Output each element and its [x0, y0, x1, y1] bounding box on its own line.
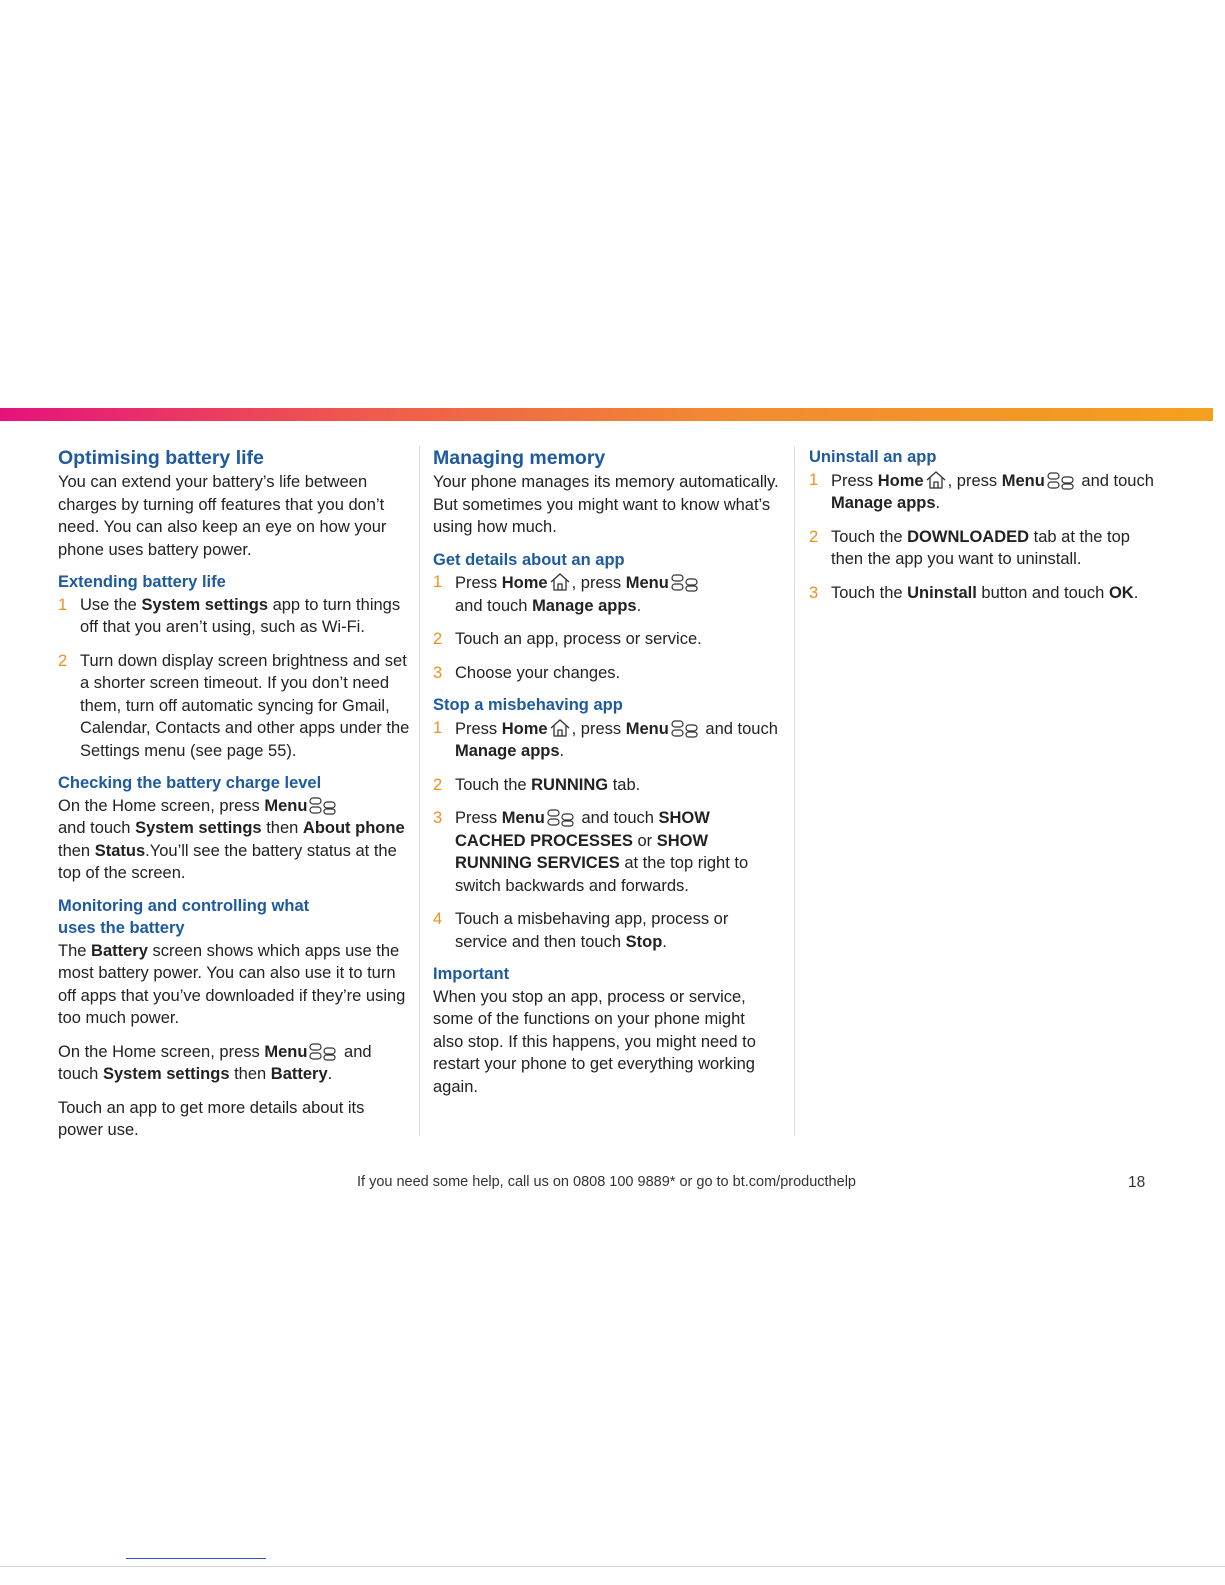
column-divider [794, 446, 795, 1136]
column-divider [419, 446, 420, 1136]
home-icon [549, 717, 571, 739]
list-item: 1 Press Home , press Menu and touch Manage apps. [809, 470, 1154, 512]
step-number: 1 [809, 470, 819, 489]
menu-icon [308, 796, 338, 816]
monitoring-text-2: On the Home screen, press Menu and touch System settings then Battery. [58, 1042, 372, 1083]
important-text: When you stop an app, process or service, some of the functions on your phone might also stop. If this happens, you might need to restart your phone to get everything working again. [433, 987, 756, 1096]
list-item: 3 Press Menu and touch SHOW CACHED PROCESSES or SHOW RUNNING SERVICES at the top right to switch backwards and forwards. [433, 809, 749, 895]
details-steps [433, 571, 783, 684]
step-number: 1 [433, 573, 443, 591]
footer-help-text: If you need some help, call us on 0808 100 9889* or go to bt.com/producthelp [357, 1174, 856, 1190]
column-memory [433, 446, 783, 1098]
checking-text: On the Home screen, press Menu and touch System settings then About phone then Status.You’ll see the battery status at the top of the screen. [58, 796, 405, 882]
bottom-divider [0, 1566, 1225, 1567]
stop-steps [433, 717, 783, 954]
section-title-battery: Optimising battery life [58, 447, 264, 469]
heading-stop-app: Stop a misbehaving app [433, 696, 623, 714]
step-number: 3 [433, 809, 443, 827]
list-item: 3 Touch the Uninstall button and touch OK. [809, 582, 1154, 605]
bottom-link-underline [126, 1558, 266, 1559]
system-settings-term: System settings [141, 595, 268, 614]
page-number: 18 [1128, 1174, 1146, 1191]
list-item: 4 Touch a misbehaving app, process or service and then touch Stop. [433, 910, 729, 951]
step-number: 3 [809, 583, 819, 602]
memory-intro: Your phone manages its memory automatically. But sometimes you might want to know what’s using how much. [433, 473, 779, 536]
heading-extending-battery: Extending battery life [58, 573, 226, 591]
heading-uninstall: Uninstall an app [809, 448, 937, 466]
step-number: 1 [58, 595, 68, 614]
step-number: 1 [433, 718, 443, 737]
list-item: 2 Touch the RUNNING tab. [433, 774, 783, 797]
step-number: 3 [433, 663, 443, 682]
menu-icon [670, 719, 700, 739]
column-uninstall [809, 446, 1154, 604]
list-item: 2 Touch an app, process or service. [433, 628, 783, 651]
column-battery [58, 446, 410, 1142]
heading-get-details: Get details about an app [433, 550, 625, 569]
uninstall-steps [809, 469, 1154, 605]
step-number: 2 [433, 775, 443, 794]
menu-icon [670, 573, 700, 593]
monitoring-text-3: Touch an app to get more details about its power use. [58, 1098, 365, 1139]
heading-monitoring: Monitoring and controlling what uses the battery [58, 896, 310, 937]
list-item: 2 Turn down display screen brightness and set a shorter screen timeout. If you don’t need them, turn off automatic syncing for Gmail, Calendar, Contacts and other apps under the Settings menu (see page 55). [58, 651, 410, 760]
menu-icon [308, 1042, 338, 1062]
heading-important: Important [433, 965, 510, 983]
list-item: 2 Touch the DOWNLOADED tab at the top then the app you want to uninstall. [809, 527, 1130, 568]
header-gradient-band [0, 408, 1213, 421]
list-item: 3 Choose your changes. [433, 662, 783, 685]
menu-icon [546, 808, 576, 828]
step-number: 2 [433, 630, 443, 648]
list-item: 1 Press Home , press Menu and touch Manage apps. [433, 718, 778, 760]
step-number: 2 [809, 527, 819, 546]
menu-icon [1046, 471, 1076, 491]
extending-steps [58, 594, 410, 763]
step-number: 4 [433, 910, 443, 928]
section-title-memory: Managing memory [433, 447, 606, 469]
step-number: 2 [58, 651, 68, 670]
home-icon [925, 469, 947, 491]
home-icon [549, 571, 571, 593]
battery-intro: You can extend your battery’s life between charges by turning off features that you don’t need. You can also keep an eye on how your phone uses battery power. [58, 473, 387, 559]
list-item: 1 Press Home , press Menu and touch Manage apps. [433, 571, 783, 617]
heading-checking-charge: Checking the battery charge level [58, 774, 322, 792]
list-item: 1 Use the System settings app to turn things off that you aren’t using, such as Wi-Fi. [58, 595, 401, 636]
monitoring-text-1: The Battery screen shows which apps use the most battery power. You can also use it to turn off apps that you’ve downloaded if they’re using too much power. [58, 941, 406, 1027]
